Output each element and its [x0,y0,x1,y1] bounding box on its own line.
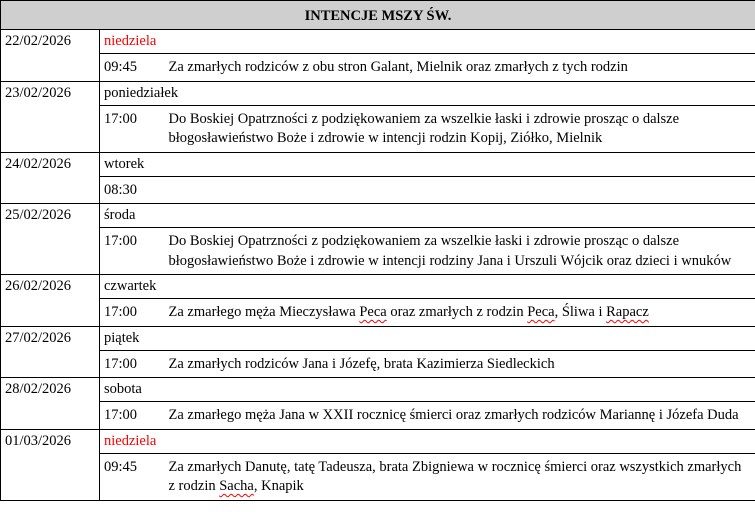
intention-text: , Śliwa i [554,304,607,320]
intention-row [1,402,755,430]
intention-text-cell [164,402,755,430]
mass-time-cell: 17:00 [100,402,164,430]
mass-time-cell: 08:30 [100,176,164,204]
misspelled-word: Sacha [219,478,254,494]
intention-text-cell [164,453,755,500]
day-row [1,30,755,54]
intention-text: Za zmarłego męża Mieczysława [168,304,360,320]
intention-row [1,453,755,500]
intention-text-cell [164,54,755,82]
weekday-cell: wtorek [100,152,755,176]
intention-text-cell [164,350,755,378]
weekday-cell: piątek [100,326,755,350]
intention-row [1,176,755,204]
day-row [1,326,755,350]
date-cell: 01/03/2026 [1,429,100,500]
intention-text: Za zmarłego męża Jana w XXII rocznicę śmierci oraz zmarłych rodziców Mariannę i Józefa Duda [168,407,739,423]
day-row [1,81,755,105]
misspelled-word: Rapacz [606,304,649,320]
mass-time-cell: 17:00 [100,228,164,275]
day-row [1,152,755,176]
weekday-cell: niedziela [100,30,755,54]
intention-text: Do Boskiej Opatrzności z podziękowaniem za wszelkie łaski i zdrowie prosząc o dalsze błogosławieństwo Boże i zdrowie w intencji rodziny Jana i Urszuli Wójcik oraz dzieci i wnuków [168,233,732,269]
intention-text-cell [164,176,755,204]
intention-row [1,350,755,378]
weekday-cell: czwartek [100,275,755,299]
mass-time-cell: 09:45 [100,453,164,500]
intention-text-cell [164,299,755,327]
intention-text: oraz zmarłych z rodzin [386,304,528,320]
misspelled-word: Peca [527,304,555,320]
mass-time-cell: 17:00 [100,350,164,378]
day-row [1,378,755,402]
date-cell: 22/02/2026 [1,30,100,82]
table-header-row [1,1,755,30]
day-row [1,275,755,299]
date-cell: 23/02/2026 [1,81,100,152]
intention-row [1,228,755,275]
intention-text: Za zmarłych rodziców z obu stron Galant, Mielnik oraz zmarłych z tych rodzin [168,59,628,75]
table-title: INTENCJE MSZY ŚW. [1,1,755,30]
date-cell: 24/02/2026 [1,152,100,204]
intention-text: Do Boskiej Opatrzności z podziękowaniem za wszelkie łaski i zdrowie prosząc o dalsze błogosławieństwo Boże i zdrowie w intencji rodzin Kopij, Ziółko, Mielnik [168,110,680,146]
weekday-cell: sobota [100,378,755,402]
intention-text: Za zmarłych Danutę, tatę Tadeusza, brata Zbigniewa w rocznicę śmierci oraz wszystkich zmarłych z rodzin [168,458,742,494]
intention-row [1,54,755,82]
intention-text: , Knapik [253,478,304,494]
mass-time-cell: 17:00 [100,299,164,327]
weekday-cell: środa [100,204,755,228]
intention-text: Za zmarłych rodziców Jana i Józefę, brata Kazimierza Siedleckich [168,355,555,372]
weekday-cell: niedziela [100,429,755,453]
mass-time-cell: 09:45 [100,54,164,82]
date-cell: 26/02/2026 [1,275,100,327]
misspelled-word: Peca [359,304,387,320]
date-cell: 27/02/2026 [1,326,100,378]
mass-time-cell: 17:00 [100,105,164,152]
day-row [1,204,755,228]
intention-text-cell [164,105,755,152]
intention-row [1,105,755,152]
date-cell: 28/02/2026 [1,378,100,430]
intention-row [1,299,755,327]
weekday-cell: poniedziałek [100,81,755,105]
intention-text-cell [164,228,755,275]
day-row [1,429,755,453]
date-cell: 25/02/2026 [1,204,100,275]
